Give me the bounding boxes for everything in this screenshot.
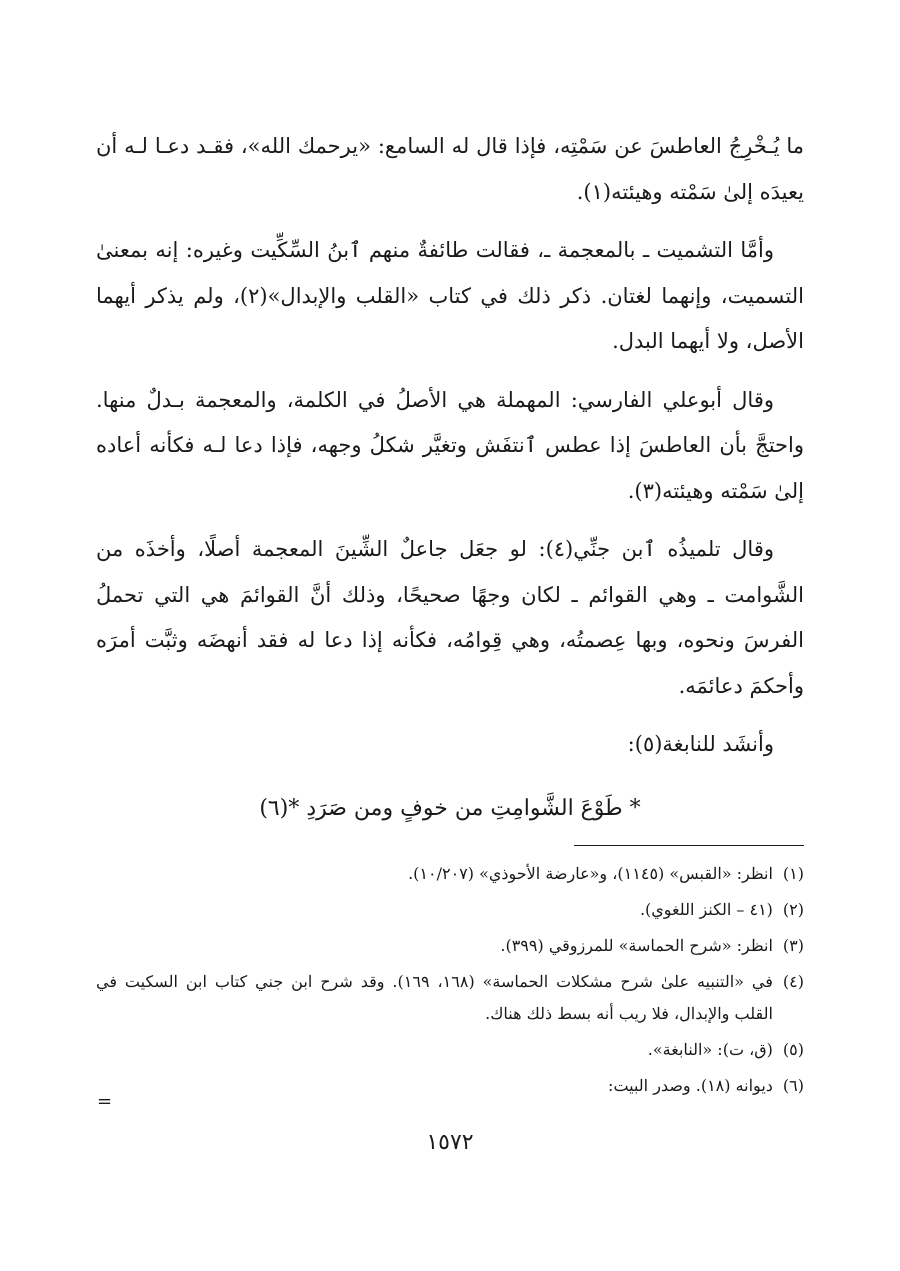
footnote: [96, 1070, 804, 1102]
footnote: [96, 894, 804, 926]
footnote-number: (١): [782, 864, 804, 883]
footnote-text: (ق، ت): «النابغة».: [647, 1040, 773, 1059]
footnote: [96, 1034, 804, 1066]
paragraph: وقال تلميذُه ٱبن جنِّي(٤): لو جعَل جاعلٌ الشِّينَ المعجمة أصلًا، وأخذَه من الشَّوامت ـ وهي القوائم ـ لكان وجهًا صحيحًا، وذلك أنَّ القوائمَ هي التي تحملُ الفرسَ ونحوه، وبها عِصمتُه، وهي قِوامُه، فكأنه إذا دعا له فقد أنهضَه وثبَّت أمرَه وأحكمَ دعائمَه.: [96, 537, 804, 698]
footnote-text: انظر: «شرح الحماسة» للمرزوقي (٣٩٩).: [500, 936, 773, 955]
main-text: [96, 124, 804, 831]
paragraph: وأمَّا التشميت ـ بالمعجمة ـ، فقالت طائفةٌ منهم ٱبنُ السِّكِّيت وغيره: إنه بمعنىٰ التسميت، وإنهما لغتان. ذكر ذلك في كتاب «القلب والإبدال»(٢)، ولم يذكر أيهما الأصل، ولا أيهما البدل.: [96, 238, 804, 353]
verse-intro: وأنشَد للنابغة(٥):: [627, 732, 774, 756]
footnote-number: (٥): [782, 1040, 804, 1059]
footnote-text: ديوانه (١٨). وصدر البيت:: [608, 1076, 773, 1095]
footnote-number: (٢): [782, 900, 804, 919]
footnote: [96, 858, 804, 890]
footnote-text: (٤١ – الكنز اللغوي).: [639, 900, 773, 919]
continuation-mark: =: [97, 1091, 113, 1112]
footnotes: [96, 858, 804, 1106]
footnote-number: (٣): [782, 936, 804, 955]
footnote-text: انظر: «القبس» (١١٤٥)، و«عارضة الأحوذي» (١٠/٢٠٧).: [408, 864, 773, 883]
paragraph: وقال أبوعلي الفارسي: المهملة هي الأصلُ في الكلمة، والمعجمة بـدلٌ منها. واحتجَّ بأن العاطسَ إذا عطس ٱنتفَش وتغيَّر شكلُ وجهه، فإذا دعا لـه فكأنه أعاده إلىٰ سَمْته وهيئته(٣).: [96, 387, 804, 503]
footnote-number: (٦): [782, 1076, 804, 1095]
footnote-separator: [574, 845, 804, 846]
paragraph: ما يُـخْرِجُ العاطسَ عن سَمْتِه، فإذا قال له السامع: «يرحمك الله»، فقـد دعـا لـه أن يعيدَه إلىٰ سَمْته وهيئته(١).: [96, 134, 804, 204]
footnote: [96, 966, 804, 1030]
page-number: ١٥٧٢: [426, 1130, 474, 1155]
footnote-number: (٤): [782, 972, 804, 991]
footnote-text: في «التنبيه علىٰ شرح مشكلات الحماسة» (١٦٨، ١٦٩). وقد شرح ابن جني كتاب ابن السكيت في القلب والإبدال، فلا ريب أنه بسط ذلك هناك.: [96, 972, 773, 1023]
poetry-verse: * طَوْعَ الشَّوامِتِ من خوفٍ ومن صَرَدِ *(٦): [259, 795, 641, 821]
footnote: [96, 930, 804, 962]
